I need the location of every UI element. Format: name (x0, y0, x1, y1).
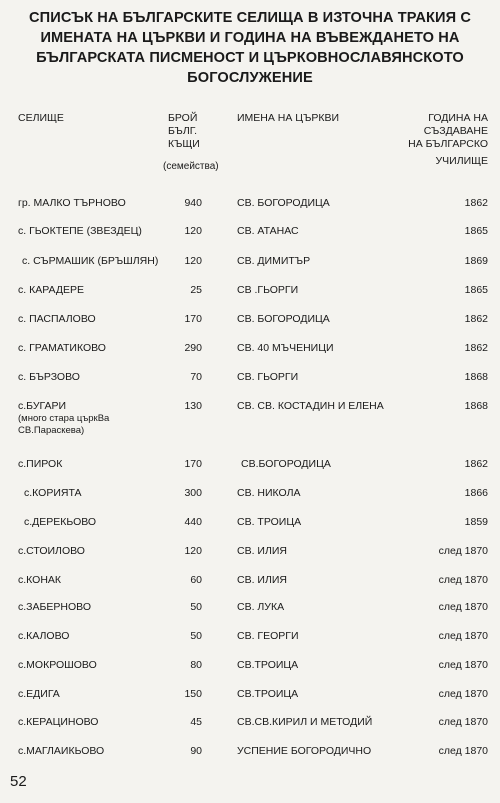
houses-count: 45 (190, 716, 202, 728)
school-year: 1866 (464, 487, 488, 499)
school-year: 1862 (464, 458, 488, 470)
school-year: след 1870 (438, 659, 488, 671)
houses-count: 940 (184, 197, 202, 209)
houses-count: 50 (190, 601, 202, 613)
school-year: след 1870 (438, 545, 488, 557)
title-line-3: БЪЛГАРСКАТА ПИСМЕНОСТ И ЦЪРКОВНОСЛАВЯНСКОТО (36, 50, 464, 66)
settlement-name: с. ГРАМАТИКОВО (18, 342, 106, 354)
school-year: 1865 (464, 225, 488, 237)
settlement-name: с.ЗАБЕРНОВО (18, 601, 91, 613)
settlement-name: с.КОНАК (18, 574, 62, 586)
table-row (0, 745, 500, 775)
church-name: СВ. ГЬОРГИ (237, 371, 299, 383)
header-houses-note: (семейства) (163, 161, 219, 172)
school-year: след 1870 (438, 716, 488, 728)
church-name: СВ. АТАНАС (237, 225, 299, 237)
church-name: СВ. 40 МЪЧЕНИЦИ (237, 342, 334, 354)
houses-count: 120 (184, 545, 202, 557)
settlement-name: с. ПАСПАЛОВО (18, 313, 96, 325)
table-row (0, 284, 500, 314)
header-year-line-4: УЧИЛИЩЕ (435, 155, 488, 167)
table-row (0, 255, 500, 285)
church-name: СВ. ИЛИЯ (237, 574, 287, 586)
table-row (0, 225, 500, 255)
school-year: след 1870 (438, 688, 488, 700)
school-year: след 1870 (438, 630, 488, 642)
settlement-name: с. КАРАДЕРЕ (18, 284, 84, 296)
settlement-name: с.КОРИЯТА (24, 487, 82, 499)
church-name: СВ.БОГОРОДИЦА (241, 458, 331, 470)
church-name: СВ. БОГОРОДИЦА (237, 197, 330, 209)
header-houses-line-3: КЪЩИ (168, 138, 200, 150)
school-year: 1868 (464, 371, 488, 383)
header-houses-line-1: БРОЙ (168, 112, 198, 124)
settlement-name (18, 400, 168, 437)
school-year: 1862 (464, 313, 488, 325)
houses-count: 130 (184, 400, 202, 412)
houses-count: 290 (184, 342, 202, 354)
header-churches: ИМЕНА НА ЦЪРКВИ (237, 112, 340, 124)
settlement-name: с. СЪРМАШИК (БРЪШЛЯН) (22, 255, 159, 267)
table-row (0, 574, 500, 604)
houses-count: 50 (190, 630, 202, 642)
school-year: 1862 (464, 197, 488, 209)
settlement-name-note: (много стара църкВа СВ.Параскева) (18, 413, 110, 436)
school-year: след 1870 (438, 601, 488, 613)
table-row (0, 545, 500, 575)
church-name: СВ.ТРОИЦА (237, 659, 299, 671)
houses-count: 120 (184, 255, 202, 267)
houses-count: 120 (184, 225, 202, 237)
settlement-name: с.МАГЛАИКЬОВО (18, 745, 105, 757)
header-year-line-2: СЪЗДАВАНЕ (423, 125, 488, 137)
school-year: 1862 (464, 342, 488, 354)
church-name: СВ. ТРОИЦА (237, 516, 302, 528)
church-name: СВ.ТРОИЦА (237, 688, 299, 700)
settlement-name: с. БЪРЗОВО (18, 371, 80, 383)
table-row (0, 400, 500, 450)
header-houses (168, 112, 200, 151)
houses-count: 70 (190, 371, 202, 383)
church-name: СВ. ГЕОРГИ (237, 630, 299, 642)
school-year: 1865 (464, 284, 488, 296)
settlement-name: с. ГЬОКТЕПЕ (ЗВЕЗДЕЦ) (18, 225, 142, 237)
table-row (0, 659, 500, 689)
settlement-name: с.КЕРАЦИНОВО (18, 716, 99, 728)
table-row (0, 630, 500, 660)
settlement-name: гр. МАЛКО ТЪРНОВО (18, 197, 126, 209)
houses-count: 25 (190, 284, 202, 296)
header-settlement: СЕЛИЩЕ (18, 112, 64, 124)
houses-count: 170 (184, 313, 202, 325)
table-row (0, 516, 500, 546)
page-number: 52 (10, 773, 27, 790)
school-year: след 1870 (438, 574, 488, 586)
table-row (0, 342, 500, 372)
houses-count: 170 (184, 458, 202, 470)
school-year: след 1870 (438, 745, 488, 757)
table-row (0, 458, 500, 488)
church-name: СВ.СВ.КИРИЛ И МЕТОДИЙ (237, 716, 373, 728)
settlement-name: с.ПИРОК (18, 458, 63, 470)
church-name: СВ .ГЬОРГИ (237, 284, 299, 296)
houses-count: 60 (190, 574, 202, 586)
title-line-2: ИМЕНАТА НА ЦЪРКВИ И ГОДИНА НА ВЪВЕЖДАНЕТО НА (40, 30, 460, 46)
settlement-name-main: с.БУГАРИ (18, 400, 67, 412)
houses-count: 90 (190, 745, 202, 757)
school-year: 1868 (464, 400, 488, 412)
church-name: СВ. СВ. КОСТАДИН И ЕЛЕНА (237, 400, 384, 412)
table-row (0, 716, 500, 746)
table-row (0, 197, 500, 227)
title-line-1: СПИСЪК НА БЪЛГАРСКИТЕ СЕЛИЩА В ИЗТОЧНА ТРАКИЯ С (29, 10, 471, 26)
page-title (6, 8, 494, 88)
table-row (0, 313, 500, 343)
church-name: СВ. ДИМИТЪР (237, 255, 311, 267)
settlement-name: с.ЕДИГА (18, 688, 60, 700)
houses-count: 150 (184, 688, 202, 700)
settlement-name: с.КАЛОВО (18, 630, 70, 642)
title-line-4: БОГОСЛУЖЕНИЕ (187, 70, 313, 86)
church-name: СВ. НИКОЛА (237, 487, 301, 499)
church-name: СВ. ИЛИЯ (237, 545, 287, 557)
header-year-line-1: ГОДИНА НА (428, 112, 488, 124)
header-houses-line-2: БЪЛГ. (168, 125, 198, 137)
table-row (0, 688, 500, 718)
houses-count: 300 (184, 487, 202, 499)
school-year: 1869 (464, 255, 488, 267)
church-name: УСПЕНИЕ БОГОРОДИЧНО (237, 745, 372, 757)
settlement-name: с.СТОИЛОВО (18, 545, 85, 557)
houses-count: 440 (184, 516, 202, 528)
school-year: 1859 (464, 516, 488, 528)
settlement-name: с.ДЕРЕКЬОВО (24, 516, 97, 528)
table-row (0, 371, 500, 401)
table-row (0, 487, 500, 517)
table-row (0, 601, 500, 631)
houses-count: 80 (190, 659, 202, 671)
church-name: СВ. ЛУКА (237, 601, 285, 613)
settlement-name: с.МОКРОШОВО (18, 659, 97, 671)
header-year (408, 112, 488, 168)
church-name: СВ. БОГОРОДИЦА (237, 313, 330, 325)
header-year-line-3: НА БЪЛГАРСКО (408, 138, 488, 150)
